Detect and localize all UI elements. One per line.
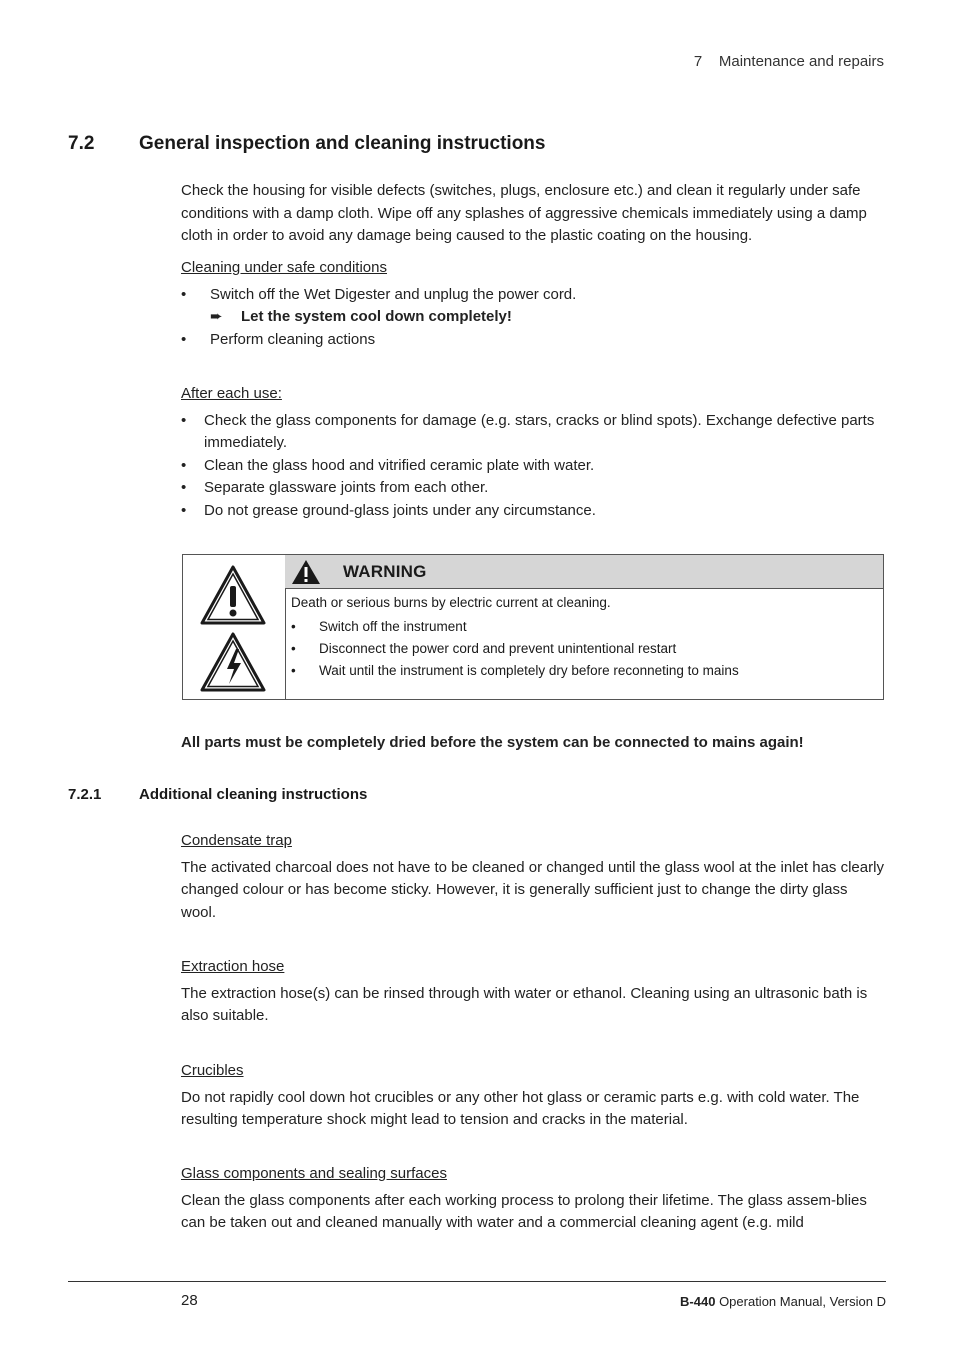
warning-text: Death or serious burns by electric current at cleaning. [291,595,611,610]
subsection-number: 7.2.1 [68,786,102,803]
warning-label: WARNING [343,562,427,581]
warning-body [291,592,875,682]
result-text: Let the system cool down completely! [241,308,512,325]
chapter-title: Maintenance and repairs [718,53,884,70]
topic-heading: Extraction hose [181,958,285,975]
chapter-number: 7 [693,53,703,70]
list-item: • Switch off the Wet Digester and unplug the power cord. [181,284,886,307]
warning-triangle-icon [199,564,267,626]
topic-text: The extraction hose(s) can be rinsed through with water or ethanol. Cleaning using an ultrasonic bath is also suitable. [181,984,868,1024]
safe-cleaning-list-2 [181,329,886,352]
electric-hazard-icon [199,631,267,693]
footer-text [680,1294,886,1309]
topic-condensate-trap [181,830,886,924]
manual-version: Operation Manual, Version D [719,1294,886,1309]
topic-glass-components [181,1163,886,1235]
footer-rule [68,1281,886,1282]
warning-small-icon [291,559,321,585]
after-use-heading: After each use: [181,385,282,402]
after-use-block [181,383,886,522]
section-heading [68,133,545,155]
warning-header [285,555,883,589]
result-line [181,306,886,329]
product-name: B-440 [680,1294,716,1309]
safe-cleaning-list [181,284,886,307]
list-item: • Switch off the instrument [291,616,875,638]
topic-text: The activated charcoal does not have to be cleaned or changed until the glass wool at the inlet has clearly changed colour or has become sticky. However, it is generally sufficient just to change the dirty glass wool. [181,858,884,921]
bold-note: All parts must be completely dried before the system can be connected to mains again! [181,734,804,751]
topic-heading: Crucibles [181,1062,244,1079]
topic-text: Clean the glass components after each working process to prolong their lifetime. The glass assem-blies can be taken out and cleaned manually with water and a commercial cleaning agent (e.g. mild [181,1191,867,1231]
section-number: 7.2 [68,133,95,154]
safe-cleaning-heading: Cleaning under safe conditions [181,259,387,276]
list-item: • Do not grease ground-glass joints under any circumstance. [181,500,886,523]
topic-text: Do not rapidly cool down hot crucibles or any other hot glass or ceramic parts e.g. with cold water. The resulting temperature shock might lead to tension and cracks in the material. [181,1088,860,1128]
list-item: • Disconnect the power cord and prevent unintentional restart [291,638,875,660]
topic-heading: Glass components and sealing surfaces [181,1165,447,1182]
list-item: • Perform cleaning actions [181,329,886,352]
topic-heading: Condensate trap [181,832,292,849]
warning-list [291,616,875,682]
after-use-list [181,410,886,523]
running-header [694,53,884,70]
topic-extraction-hose [181,956,886,1028]
intro-block [181,180,886,248]
topic-crucibles [181,1060,886,1132]
page-number: 28 [181,1292,198,1309]
warning-box [182,554,884,700]
intro-paragraph: Check the housing for visible defects (switches, plugs, enclosure etc.) and clean it regularly under safe conditions with a damp cloth. Wipe off any splashes of aggressive chemicals immediately using a damp cloth in order to avoid any damage being caused to the plastic coating on the housing. [181,182,867,244]
section-title: General inspection and cleaning instructions [139,133,546,154]
subsection-title: Additional cleaning instructions [139,786,368,803]
subsection-heading [68,786,367,803]
safe-cleaning-block [181,257,886,351]
warning-icon-column [183,555,286,699]
list-item: • Check the glass components for damage (e.g. stars, cracks or blind spots). Exchange defective parts immediately. [181,410,886,455]
list-item: • Wait until the instrument is completely dry before reconneting to mains [291,660,875,682]
list-item: • Clean the glass hood and vitrified ceramic plate with water. [181,455,886,478]
list-item: • Separate glassware joints from each other. [181,477,886,500]
arrow-right-icon: ➨ [210,308,223,325]
